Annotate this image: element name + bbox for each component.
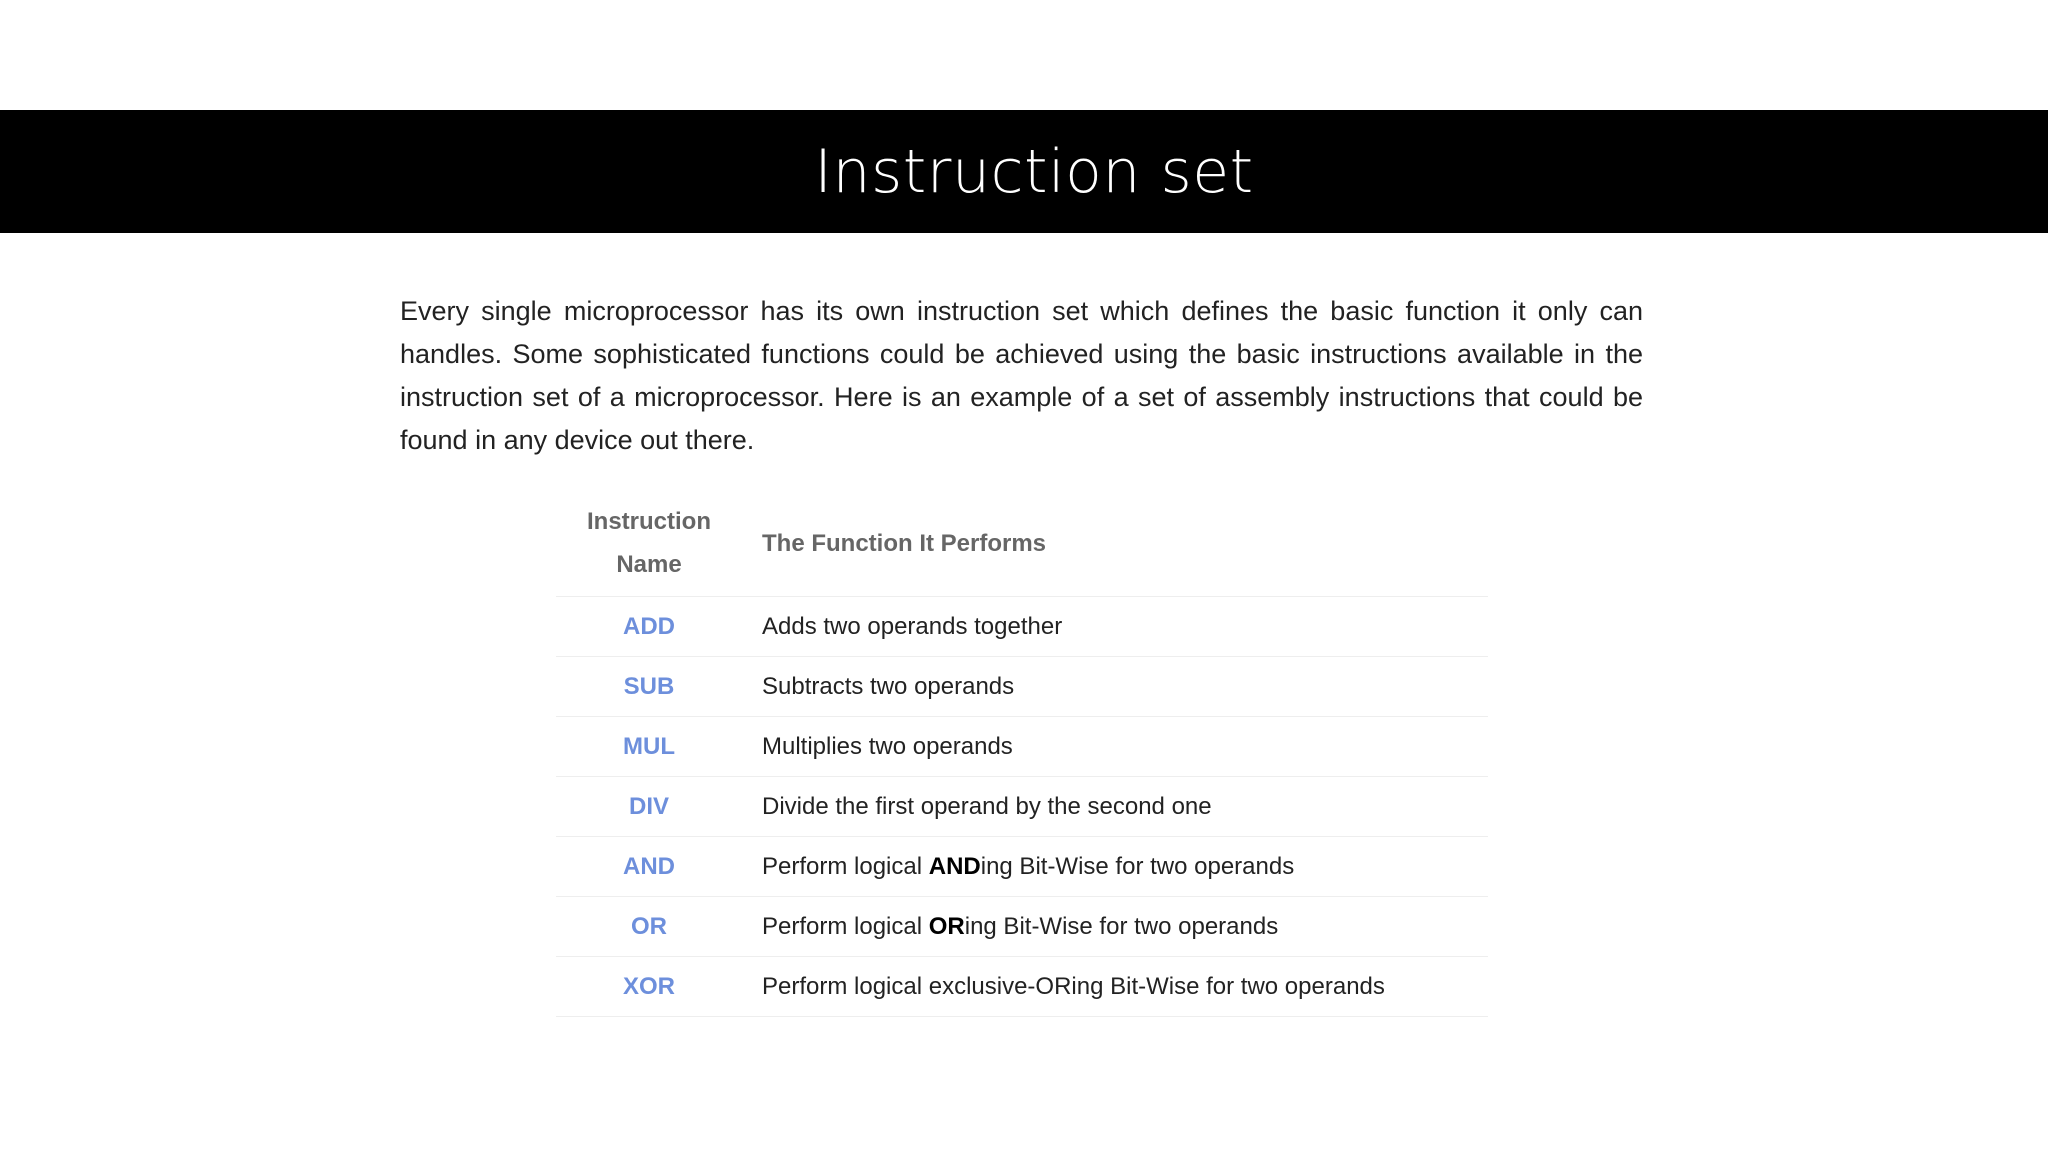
- instruction-name: XOR: [556, 957, 742, 1017]
- instruction-function: [742, 597, 1488, 657]
- table-row: [556, 957, 1488, 1017]
- instruction-name: MUL: [556, 717, 742, 777]
- function-text: Adds two operands together: [762, 612, 1063, 640]
- header-name-line1: Instruction: [587, 508, 711, 535]
- table-row: [556, 837, 1488, 897]
- instruction-function: [742, 657, 1488, 717]
- function-keyword: AND: [928, 852, 981, 880]
- function-text: Perform logical: [762, 912, 929, 940]
- intro-paragraph: Every single microprocessor has its own instruction set which defines the basic function it only can handles. Some sophisticated functions could be achieved using the basic instructions available in the instruction set of a microprocessor. Here is an example of a set of assembly instructions that could be found in any device out there.: [400, 296, 1643, 455]
- instruction-name: ADD: [556, 597, 742, 657]
- header-function: The Function It Performs: [742, 490, 1488, 597]
- instruction-function: [742, 777, 1488, 837]
- instruction-table-container: [556, 490, 1488, 1017]
- table-row: [556, 897, 1488, 957]
- instruction-table: [556, 490, 1488, 1017]
- table-row: [556, 717, 1488, 777]
- function-text: Subtracts two operands: [762, 672, 1015, 700]
- instruction-function: [742, 717, 1488, 777]
- instruction-name: DIV: [556, 777, 742, 837]
- instruction-name: AND: [556, 837, 742, 897]
- table-row: [556, 597, 1488, 657]
- function-text-suffix: ing Bit-Wise for two operands: [964, 912, 1279, 940]
- slide-title: Instruction set: [814, 136, 1254, 207]
- table-row: [556, 777, 1488, 837]
- function-text: Multiplies two operands: [762, 732, 1013, 760]
- function-keyword: OR: [928, 912, 965, 940]
- header-name-line2: Name: [616, 551, 682, 578]
- instruction-function: [742, 837, 1488, 897]
- instruction-function: [742, 897, 1488, 957]
- function-text: Perform logical exclusive-ORing Bit-Wise for two operands: [762, 972, 1385, 1000]
- table-header-row: [556, 490, 1488, 597]
- instruction-function: [742, 957, 1488, 1017]
- title-bar: [0, 110, 2048, 233]
- function-text: Perform logical: [762, 852, 929, 880]
- function-text-suffix: ing Bit-Wise for two operands: [980, 852, 1295, 880]
- header-instruction-name: [556, 490, 742, 597]
- instruction-name: OR: [556, 897, 742, 957]
- table-row: [556, 657, 1488, 717]
- function-text: Divide the first operand by the second one: [762, 792, 1212, 820]
- instruction-name: SUB: [556, 657, 742, 717]
